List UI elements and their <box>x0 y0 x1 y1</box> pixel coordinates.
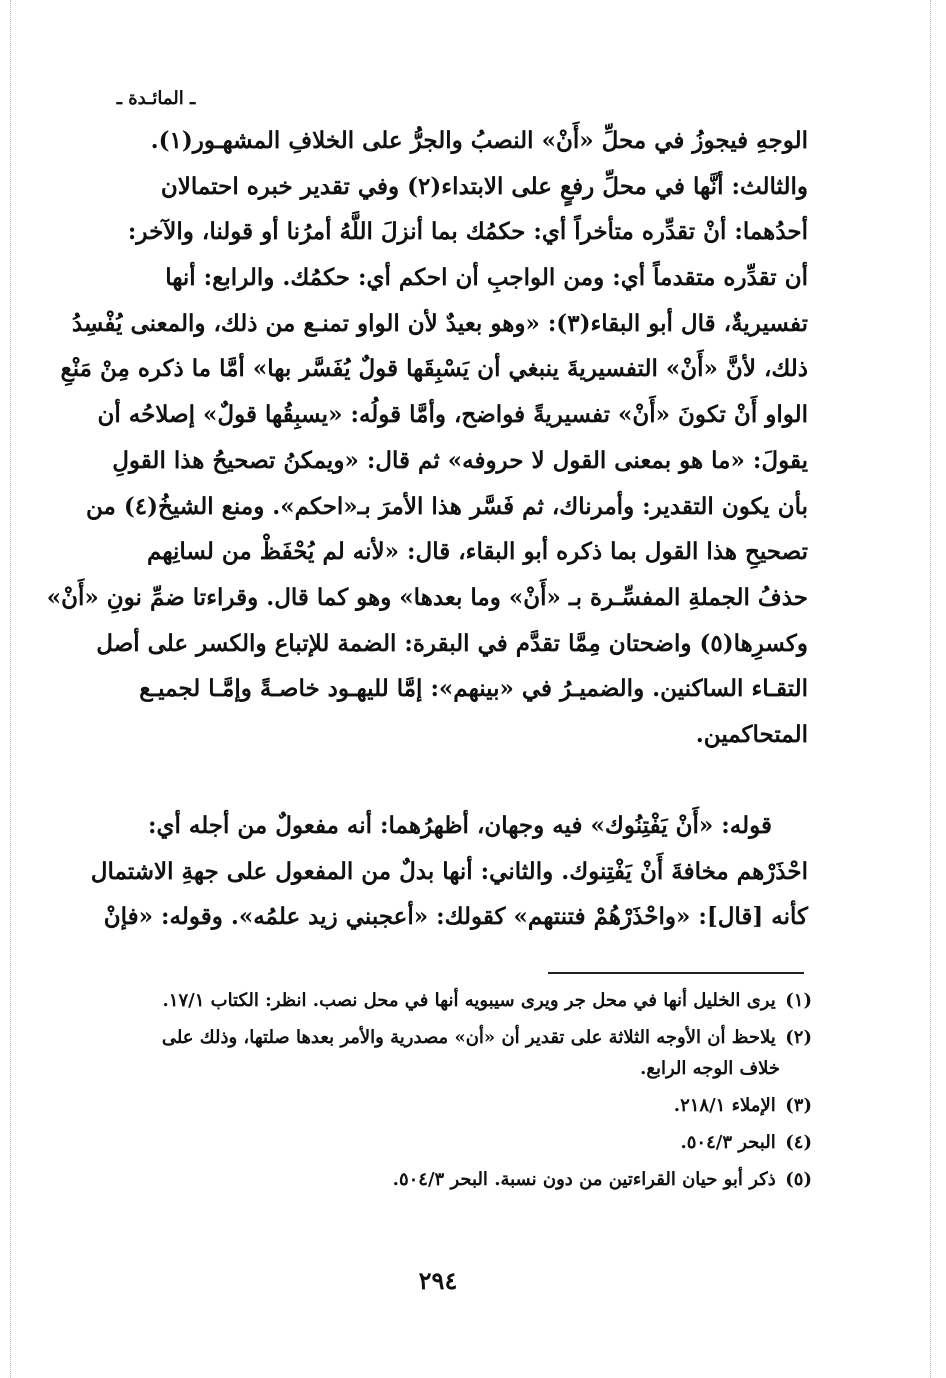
text-line: الواو أَنْ تكونَ «أَنْ» تفسيريةً فواضح، وأمَّا قولُه: «يسبِقُها قولٌ» إصلاحُه أن <box>97 401 808 429</box>
footnote-continuation: خلاف الوجه الرابع. <box>640 1058 780 1079</box>
text-line: أحدُهما: أنْ تقدِّره متأخراً أي: حكمُك بما أنزلَ اللَّهُ أمرُنا أو قولنا، والآخر: <box>127 218 808 246</box>
footnote-number: (٥) <box>785 1169 812 1190</box>
footnote-text: البحر ٥٠٤/٣. <box>680 1132 776 1153</box>
text-line: المتحاكمين. <box>695 720 808 748</box>
text-line: قوله: «أَنْ يَفْتِنُوك» فيه وجهان، أظهرُهما: أنه مفعولٌ من أجله أي: <box>147 812 772 839</box>
footnote-text: يلاحظ أن الأوجه الثلاثة على تقدير أن «أن» مصدرية والأمر بعدها صلتها، وذلك على <box>161 1027 776 1048</box>
footnote-separator <box>548 972 804 974</box>
text-line: وكسرِها(٥) واضحتان مِمَّا تقدَّم في البقرة: الضمة للإتباع والكسر على أصل <box>96 629 808 657</box>
footnote-number: (٤) <box>785 1132 812 1153</box>
text-line: تفسيريةٌ، قال أبو البقاء(٣): «وهو بعيدٌ لأن الواو تمنـع من ذلك، والمعنى يُفْسِدُ <box>71 309 808 337</box>
text-line: بأن يكون التقدير: وأمرناك، ثم فَسَّر هذا الأمرَ بـ«احكم». ومنع الشيخُ(٤) من <box>86 492 808 520</box>
running-head: ـ المائـدة ـ <box>116 88 196 109</box>
footnote-number: (٢) <box>785 1027 812 1048</box>
footnote-2 <box>100 1022 812 1084</box>
page-edge-right <box>930 0 931 1378</box>
footnote-text: الإملاء ٢١٨/١. <box>673 1095 776 1116</box>
footnote-3 <box>100 1090 812 1121</box>
text-line: التقـاء الساكنين. والضميـرُ في «بينهم»: إمَّا لليهـود خاصـةً وإمَّـا لجميـع <box>139 675 808 703</box>
text-line: كأنه [قال]: «واحْذَرْهُمْ فتنتهم» كقولك: «أعجبني زيد علمُه». وقوله: «فإنْ <box>103 903 808 931</box>
page-edge-left <box>10 0 11 1378</box>
footnote-text: ذكر أبو حيان القراءتين من دون نسبة. البحر ٥٠٤/٣. <box>392 1169 776 1190</box>
text-line: ذلك، لأنَّ «أَنْ» التفسيريةَ ينبغي أن يَسْبِقَها قولٌ يُفَسَّر بها» أمَّا ما ذكره مِنْ مَنْعِ <box>60 355 808 383</box>
footnote-4 <box>100 1127 812 1158</box>
text-line: احْذَرْهم مخافةَ أَنْ يَفْتِنوك. والثاني: أنها بدلٌ من المفعول على جهةِ الاشتمال <box>90 857 808 885</box>
footnote-1 <box>100 985 812 1016</box>
text-line: والثالث: أنَّها في محلِّ رفعٍ على الابتداء(٢) وفي تقدير خبره احتمالان <box>160 172 808 200</box>
footnote-number: (١) <box>785 990 812 1011</box>
footnote-number: (٣) <box>785 1095 812 1116</box>
second-paragraph <box>90 803 808 940</box>
page-number: ٢٩٤ <box>418 1266 458 1295</box>
text-line: أن تقدِّره متقدماً أي: ومن الواجبِ أن احكم أي: حكمُك. والرابع: أنها <box>165 264 808 292</box>
text-line: تصحيحِ هذا القول بما ذكره أبو البقاء، قال: «لأنه لم يُحْفَظْ من لسانِهم <box>147 538 808 566</box>
main-paragraph <box>46 118 808 758</box>
text-line: الوجهِ فيجوزُ في محلِّ «أَنْ» النصبُ والجرُّ على الخلافِ المشهـور(١). <box>150 127 808 154</box>
footnote-5 <box>100 1164 812 1195</box>
text-line: حذفُ الجملةِ المفسِّـرة بـ «أَنْ» وما بعدها» وهو كما قال. وقراءتا ضمِّ نونِ «أَنْ» <box>46 583 808 611</box>
text-line: يقولَ: «ما هو بمعنى القول لا حروفه» ثم قال: «ويمكنُ تصحيحُ هذا القولِ <box>112 446 808 474</box>
footnote-text: يرى الخليل أنها في محل جر ويرى سيبويه أنها في محل نصب. انظر: الكتاب ١٧/١. <box>162 990 776 1011</box>
footnotes <box>100 985 812 1201</box>
